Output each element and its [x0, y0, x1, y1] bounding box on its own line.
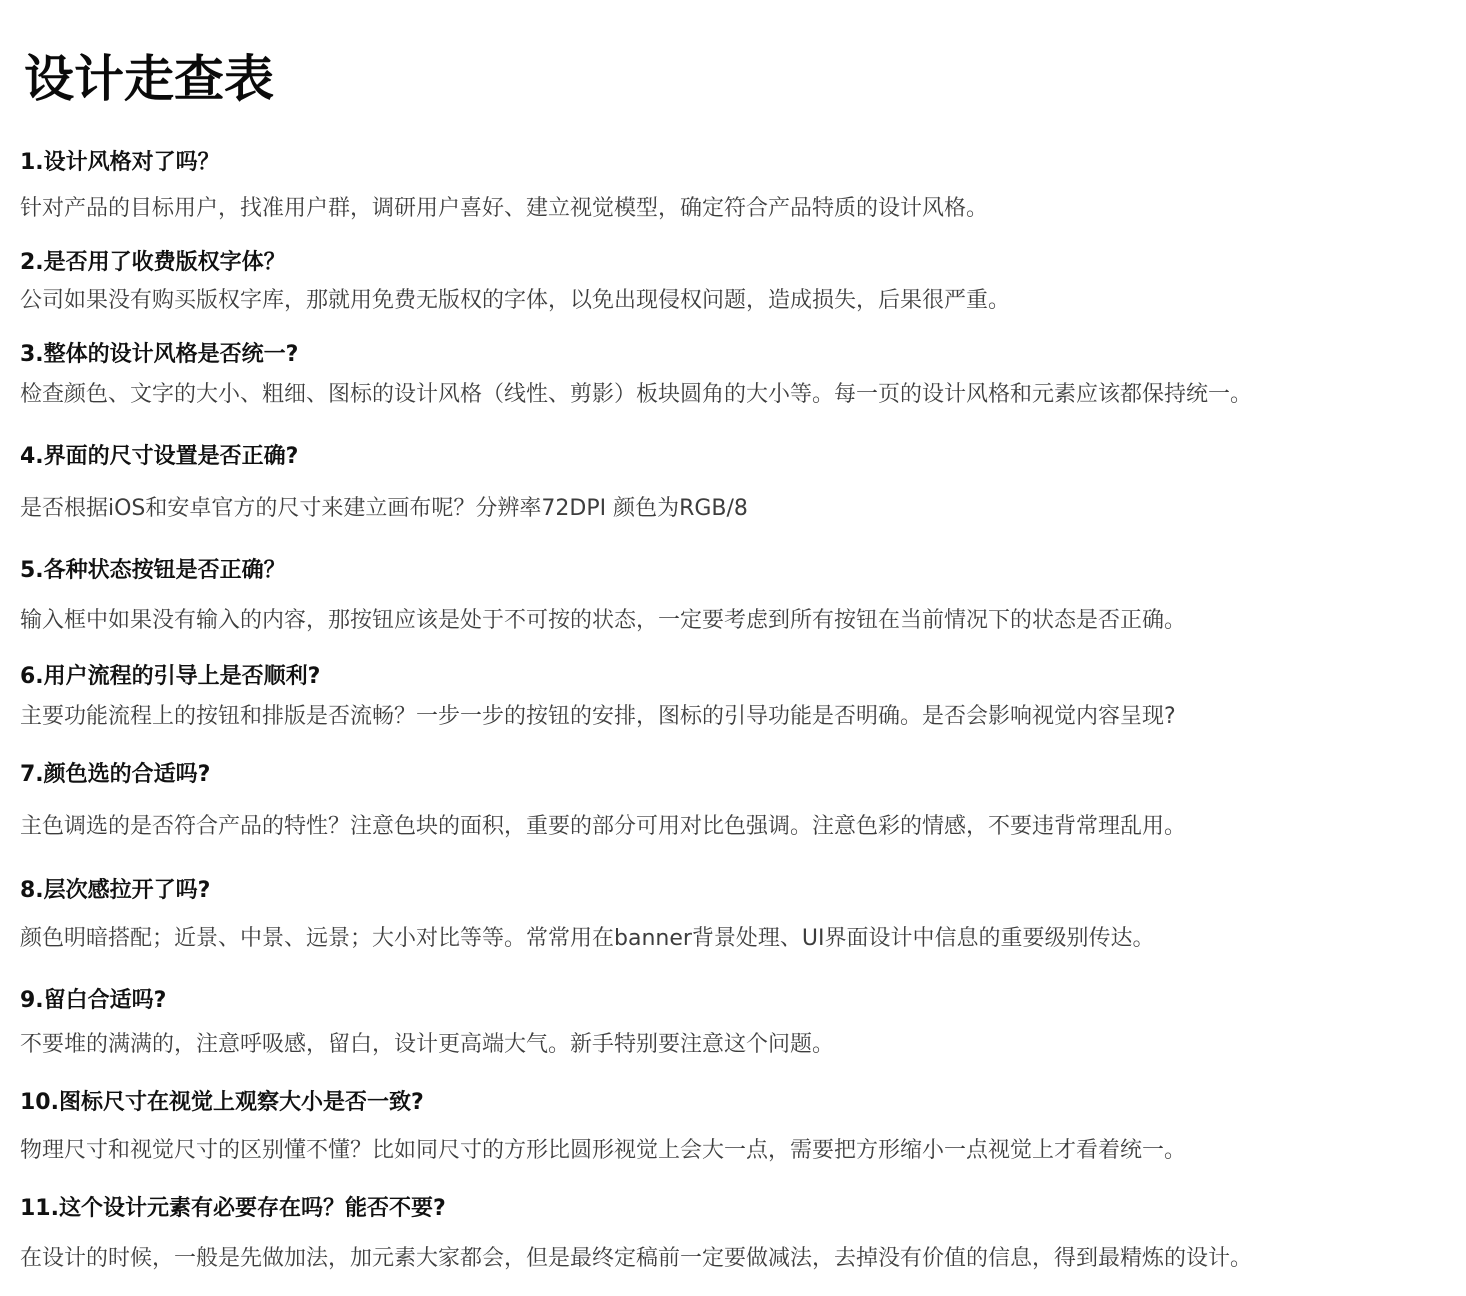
checklist-answer-5: 输入框中如果没有输入的内容，那按钮应该是处于不可按的状态，一定要考虑到所有按钮在当前情况下的状态是否正确。 — [20, 608, 1187, 633]
checklist-answer-10: 物理尺寸和视觉尺寸的区别懂不懂？比如同尺寸的方形比圆形视觉上会大一点，需要把方形缩小一点视觉上才看着统一。 — [20, 1138, 1187, 1163]
checklist-answer-6: 主要功能流程上的按钮和排版是否流畅？一步一步的按钮的安排，图标的引导功能是否明确。是否会影响视觉内容呈现? — [20, 704, 1176, 729]
checklist-question-6: 6.用户流程的引导上是否顺利? — [20, 664, 321, 689]
checklist-question-11: 11.这个设计元素有必要存在吗？能否不要? — [20, 1196, 446, 1221]
page-title: 设计走查表 — [24, 50, 274, 108]
checklist-answer-11: 在设计的时候，一般是先做加法，加元素大家都会，但是最终定稿前一定要做减法，去掉没有价值的信息，得到最精炼的设计。 — [20, 1246, 1253, 1271]
checklist-question-10: 10.图标尺寸在视觉上观察大小是否一致? — [20, 1090, 424, 1115]
checklist-answer-9: 不要堆的满满的，注意呼吸感，留白，设计更高端大气。新手特别要注意这个问题。 — [20, 1032, 835, 1057]
checklist-question-2: 2.是否用了收费版权字体？ — [20, 250, 286, 275]
checklist-question-3: 3.整体的设计风格是否统一? — [20, 342, 299, 367]
checklist-answer-7: 主色调选的是否符合产品的特性？注意色块的面积，重要的部分可用对比色强调。注意色彩的情感，不要违背常理乱用。 — [20, 814, 1187, 839]
checklist-answer-8: 颜色明暗搭配；近景、中景、远景；大小对比等等。常常用在banner背景处理、UI界面设计中信息的重要级别传达。 — [20, 926, 1155, 951]
checklist-question-9: 9.留白合适吗? — [20, 988, 167, 1013]
checklist-question-5: 5.各种状态按钮是否正确？ — [20, 558, 286, 583]
checklist-answer-1: 针对产品的目标用户，找准用户群，调研用户喜好、建立视觉模型，确定符合产品特质的设计风格。 — [20, 196, 989, 221]
checklist-answer-4: 是否根据iOS和安卓官方的尺寸来建立画布呢？分辨率72DPI 颜色为RGB/8 — [20, 496, 748, 521]
checklist-question-1: 1.设计风格对了吗？ — [20, 150, 220, 175]
checklist-answer-3: 检查颜色、文字的大小、粗细、图标的设计风格（线性、剪影）板块圆角的大小等。每一页的设计风格和元素应该都保持统一。 — [20, 382, 1253, 407]
checklist-question-4: 4.界面的尺寸设置是否正确? — [20, 444, 299, 469]
checklist-question-8: 8.层次感拉开了吗? — [20, 878, 211, 903]
checklist-question-7: 7.颜色选的合适吗? — [20, 762, 211, 787]
checklist-answer-2: 公司如果没有购买版权字库，那就用免费无版权的字体，以免出现侵权问题，造成损失，后果很严重。 — [20, 288, 1011, 313]
